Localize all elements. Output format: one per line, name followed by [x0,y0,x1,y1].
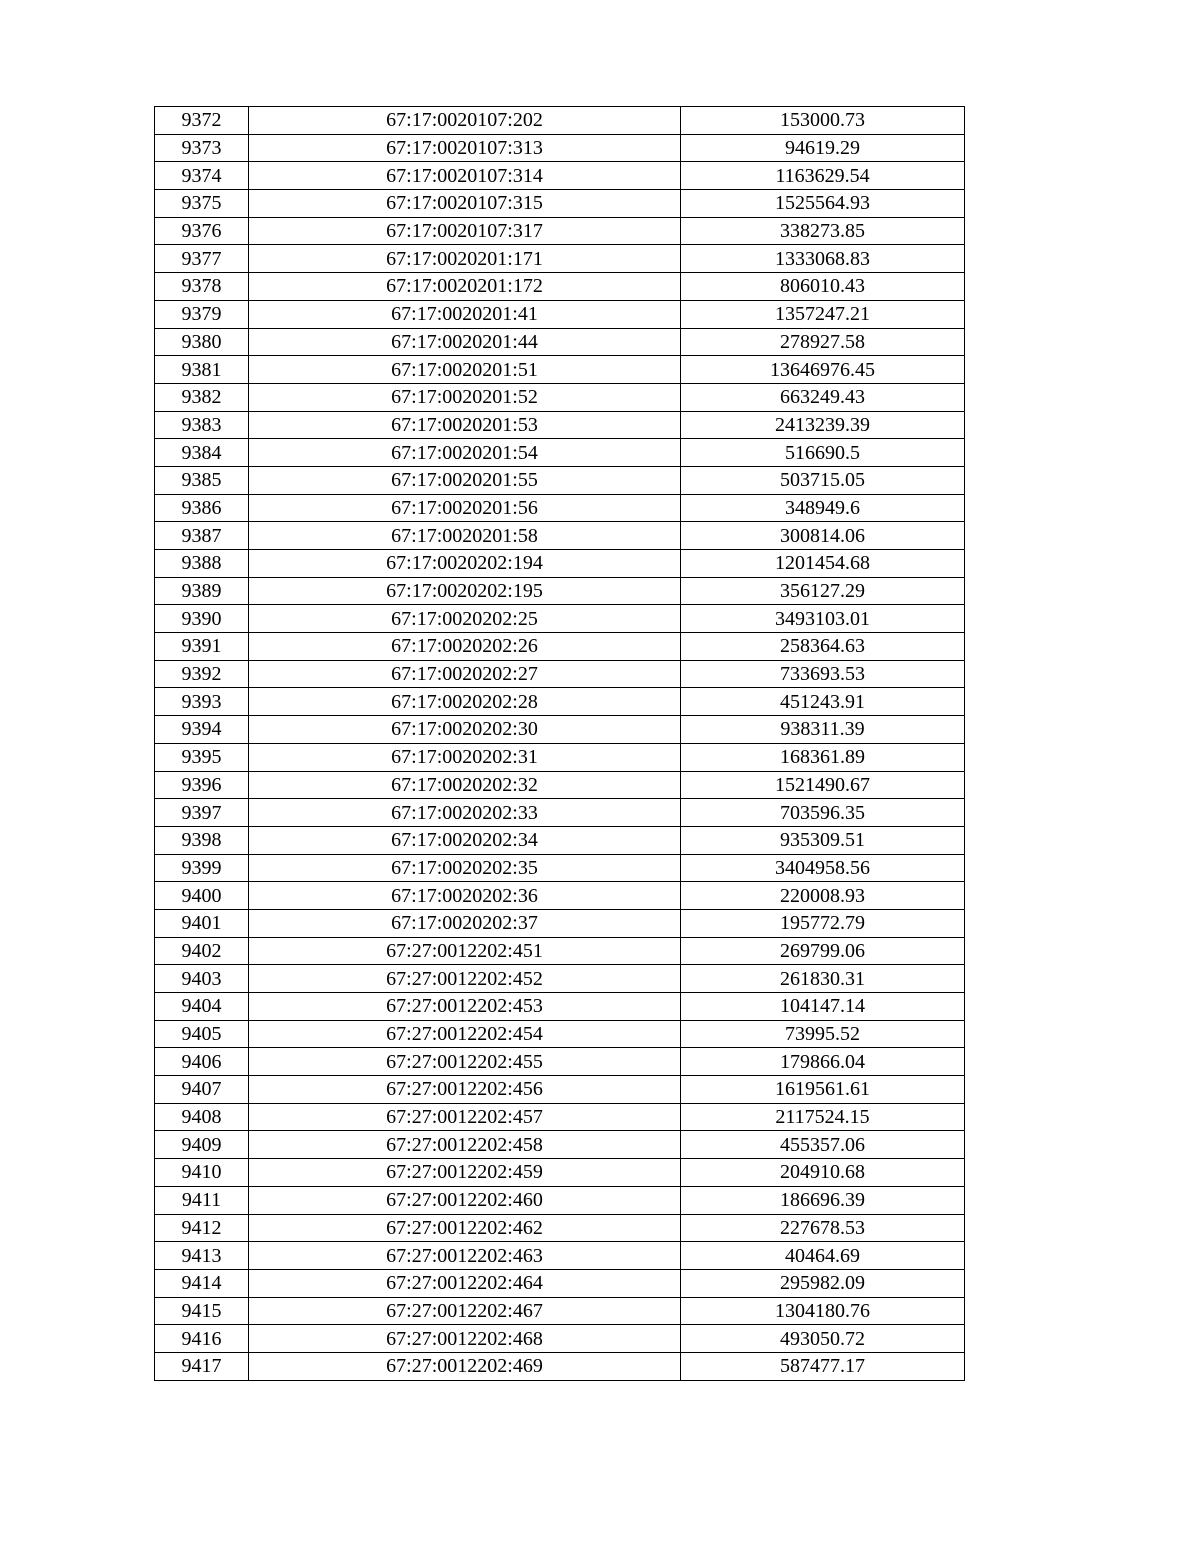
row-number-cell: 9375 [155,190,249,218]
cadastral-number-cell: 67:17:0020202:195 [249,577,681,605]
table-row [155,577,965,605]
row-number-cell: 9402 [155,937,249,965]
cadastral-number-cell: 67:27:0012202:468 [249,1325,681,1353]
cadastral-number-cell: 67:17:0020201:44 [249,328,681,356]
cadastral-number-cell: 67:27:0012202:458 [249,1131,681,1159]
cadastral-number-cell: 67:17:0020202:33 [249,799,681,827]
cadastral-number-cell: 67:27:0012202:455 [249,1048,681,1076]
value-cell: 806010.43 [681,273,965,301]
value-cell: 179866.04 [681,1048,965,1076]
value-cell: 703596.35 [681,799,965,827]
cadastral-number-cell: 67:27:0012202:467 [249,1297,681,1325]
table-row [155,1020,965,1048]
row-number-cell: 9383 [155,411,249,439]
value-cell: 356127.29 [681,577,965,605]
table-row [155,743,965,771]
table-row [155,799,965,827]
cadastral-number-cell: 67:17:0020201:171 [249,245,681,273]
table-row [155,1352,965,1380]
cadastral-number-cell: 67:17:0020202:27 [249,660,681,688]
row-number-cell: 9395 [155,743,249,771]
value-cell: 338273.85 [681,217,965,245]
cadastral-number-cell: 67:17:0020201:52 [249,383,681,411]
value-cell: 3493103.01 [681,605,965,633]
row-number-cell: 9393 [155,688,249,716]
value-cell: 1201454.68 [681,550,965,578]
row-number-cell: 9405 [155,1020,249,1048]
row-number-cell: 9386 [155,494,249,522]
cadastral-number-cell: 67:17:0020201:55 [249,466,681,494]
table-row [155,1186,965,1214]
table-row [155,190,965,218]
row-number-cell: 9415 [155,1297,249,1325]
value-cell: 663249.43 [681,383,965,411]
cadastral-number-cell: 67:27:0012202:463 [249,1242,681,1270]
table-row [155,1214,965,1242]
row-number-cell: 9403 [155,965,249,993]
table-row [155,550,965,578]
cadastral-number-cell: 67:17:0020201:41 [249,300,681,328]
table-row [155,273,965,301]
row-number-cell: 9411 [155,1186,249,1214]
table-row [155,1325,965,1353]
row-number-cell: 9409 [155,1131,249,1159]
cadastral-number-cell: 67:27:0012202:462 [249,1214,681,1242]
cadastral-number-cell: 67:17:0020202:36 [249,882,681,910]
table-row [155,522,965,550]
table-row [155,439,965,467]
value-cell: 295982.09 [681,1269,965,1297]
value-cell: 733693.53 [681,660,965,688]
value-cell: 2413239.39 [681,411,965,439]
value-cell: 94619.29 [681,134,965,162]
cadastral-number-cell: 67:17:0020202:25 [249,605,681,633]
cadastral-number-cell: 67:17:0020202:194 [249,550,681,578]
row-number-cell: 9399 [155,854,249,882]
value-cell: 300814.06 [681,522,965,550]
cadastral-number-cell: 67:17:0020201:51 [249,356,681,384]
cadastral-number-cell: 67:27:0012202:460 [249,1186,681,1214]
value-cell: 1163629.54 [681,162,965,190]
table-row [155,1076,965,1104]
cadastral-number-cell: 67:27:0012202:464 [249,1269,681,1297]
row-number-cell: 9381 [155,356,249,384]
table-row [155,965,965,993]
row-number-cell: 9387 [155,522,249,550]
row-number-cell: 9378 [155,273,249,301]
table-row [155,1048,965,1076]
cadastral-number-cell: 67:17:0020107:202 [249,107,681,135]
value-cell: 451243.91 [681,688,965,716]
table-row [155,217,965,245]
value-cell: 73995.52 [681,1020,965,1048]
row-number-cell: 9391 [155,633,249,661]
table-row [155,494,965,522]
table-row [155,771,965,799]
row-number-cell: 9372 [155,107,249,135]
row-number-cell: 9389 [155,577,249,605]
table-row [155,605,965,633]
value-cell: 935309.51 [681,826,965,854]
row-number-cell: 9377 [155,245,249,273]
cadastral-number-cell: 67:17:0020201:53 [249,411,681,439]
table-row [155,466,965,494]
row-number-cell: 9404 [155,993,249,1021]
value-cell: 1357247.21 [681,300,965,328]
value-cell: 278927.58 [681,328,965,356]
row-number-cell: 9388 [155,550,249,578]
row-number-cell: 9385 [155,466,249,494]
row-number-cell: 9410 [155,1159,249,1187]
value-cell: 227678.53 [681,1214,965,1242]
row-number-cell: 9406 [155,1048,249,1076]
value-cell: 168361.89 [681,743,965,771]
table-row [155,882,965,910]
table-row [155,688,965,716]
cadastral-number-cell: 67:17:0020202:35 [249,854,681,882]
table-row [155,1297,965,1325]
value-cell: 104147.14 [681,993,965,1021]
row-number-cell: 9407 [155,1076,249,1104]
row-number-cell: 9373 [155,134,249,162]
row-number-cell: 9390 [155,605,249,633]
table-row [155,245,965,273]
table-row [155,993,965,1021]
table-row [155,107,965,135]
table-body [155,107,965,1381]
table-row [155,328,965,356]
value-cell: 195772.79 [681,909,965,937]
cadastral-number-cell: 67:17:0020201:54 [249,439,681,467]
value-cell: 503715.05 [681,466,965,494]
value-cell: 13646976.45 [681,356,965,384]
value-cell: 40464.69 [681,1242,965,1270]
row-number-cell: 9382 [155,383,249,411]
table-row [155,937,965,965]
row-number-cell: 9416 [155,1325,249,1353]
cadastral-number-cell: 67:27:0012202:457 [249,1103,681,1131]
table-row [155,300,965,328]
table-row [155,633,965,661]
table-row [155,134,965,162]
row-number-cell: 9400 [155,882,249,910]
cadastral-number-cell: 67:17:0020201:56 [249,494,681,522]
table-row [155,1159,965,1187]
table-row [155,1103,965,1131]
value-cell: 1304180.76 [681,1297,965,1325]
row-number-cell: 9413 [155,1242,249,1270]
row-number-cell: 9376 [155,217,249,245]
row-number-cell: 9412 [155,1214,249,1242]
table-row [155,356,965,384]
value-cell: 153000.73 [681,107,965,135]
cadastral-number-cell: 67:27:0012202:453 [249,993,681,1021]
row-number-cell: 9397 [155,799,249,827]
row-number-cell: 9380 [155,328,249,356]
table-row [155,1131,965,1159]
cadastral-number-cell: 67:17:0020202:26 [249,633,681,661]
value-cell: 455357.06 [681,1131,965,1159]
cadastral-number-cell: 67:17:0020202:31 [249,743,681,771]
row-number-cell: 9401 [155,909,249,937]
row-number-cell: 9379 [155,300,249,328]
value-cell: 220008.93 [681,882,965,910]
cadastral-number-cell: 67:17:0020107:317 [249,217,681,245]
table-row [155,716,965,744]
cadastral-number-cell: 67:27:0012202:454 [249,1020,681,1048]
row-number-cell: 9396 [155,771,249,799]
value-cell: 261830.31 [681,965,965,993]
table-row [155,909,965,937]
data-table [154,106,965,1381]
row-number-cell: 9392 [155,660,249,688]
cadastral-number-cell: 67:27:0012202:456 [249,1076,681,1104]
cadastral-number-cell: 67:27:0012202:451 [249,937,681,965]
row-number-cell: 9414 [155,1269,249,1297]
cadastral-number-cell: 67:17:0020202:37 [249,909,681,937]
row-number-cell: 9417 [155,1352,249,1380]
value-cell: 269799.06 [681,937,965,965]
cadastral-number-cell: 67:27:0012202:452 [249,965,681,993]
value-cell: 587477.17 [681,1352,965,1380]
cadastral-number-cell: 67:17:0020201:172 [249,273,681,301]
cadastral-number-cell: 67:17:0020107:315 [249,190,681,218]
table-row [155,383,965,411]
table-row [155,826,965,854]
row-number-cell: 9408 [155,1103,249,1131]
value-cell: 204910.68 [681,1159,965,1187]
cadastral-number-cell: 67:17:0020202:30 [249,716,681,744]
cadastral-number-cell: 67:17:0020107:313 [249,134,681,162]
value-cell: 258364.63 [681,633,965,661]
value-cell: 3404958.56 [681,854,965,882]
cadastral-number-cell: 67:17:0020201:58 [249,522,681,550]
table-row [155,854,965,882]
value-cell: 348949.6 [681,494,965,522]
table-row [155,660,965,688]
table-row [155,1269,965,1297]
cadastral-number-cell: 67:17:0020202:32 [249,771,681,799]
row-number-cell: 9394 [155,716,249,744]
cadastral-number-cell: 67:27:0012202:459 [249,1159,681,1187]
row-number-cell: 9374 [155,162,249,190]
value-cell: 1521490.67 [681,771,965,799]
cadastral-number-cell: 67:17:0020202:28 [249,688,681,716]
value-cell: 1619561.61 [681,1076,965,1104]
row-number-cell: 9384 [155,439,249,467]
table-row [155,1242,965,1270]
value-cell: 1333068.83 [681,245,965,273]
value-cell: 493050.72 [681,1325,965,1353]
table-row [155,162,965,190]
value-cell: 2117524.15 [681,1103,965,1131]
value-cell: 938311.39 [681,716,965,744]
value-cell: 1525564.93 [681,190,965,218]
cadastral-number-cell: 67:17:0020107:314 [249,162,681,190]
value-cell: 516690.5 [681,439,965,467]
row-number-cell: 9398 [155,826,249,854]
table-row [155,411,965,439]
value-cell: 186696.39 [681,1186,965,1214]
cadastral-number-cell: 67:17:0020202:34 [249,826,681,854]
cadastral-number-cell: 67:27:0012202:469 [249,1352,681,1380]
